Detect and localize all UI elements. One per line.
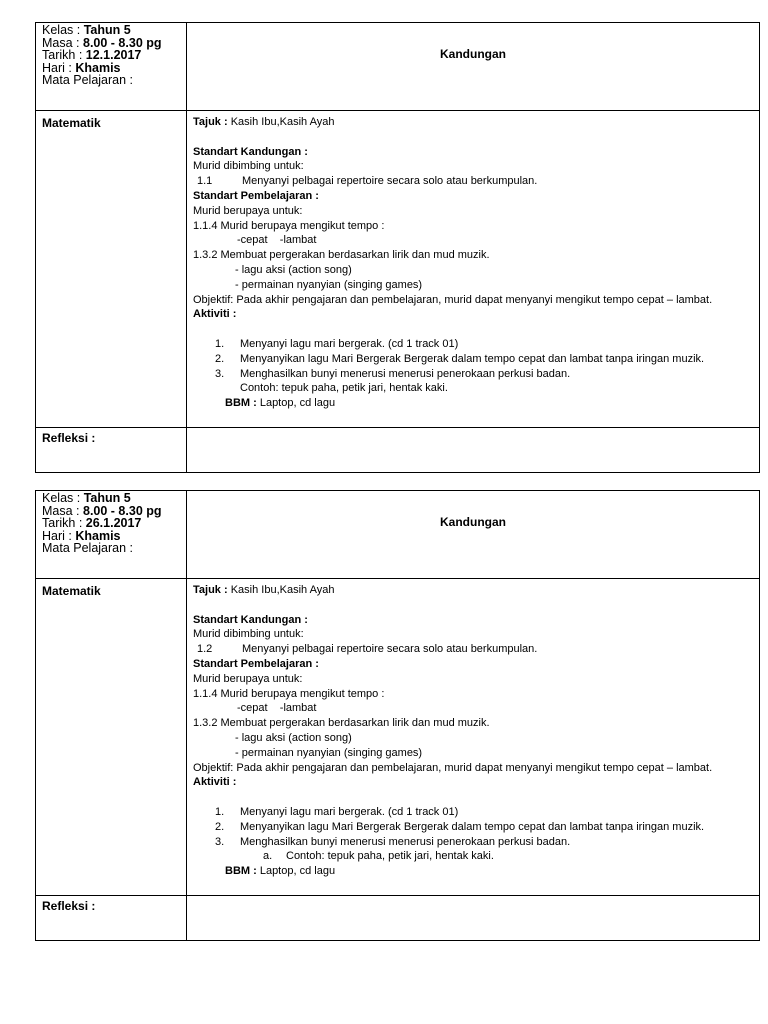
column-divider	[186, 23, 187, 472]
masa-row: Masa : 8.00 - 8.30 pg	[42, 35, 162, 50]
objektif: Objektif: Pada akhir pengajaran dan pembelajaran, murid dapat menyanyi mengikut tempo cepat – lambat.	[193, 293, 713, 306]
standart-pembelajaran-heading: Standart Pembelajaran :	[193, 657, 319, 670]
standart-pembelajaran-heading: Standart Pembelajaran :	[193, 189, 319, 202]
hari-row: Hari : Khamis	[42, 528, 121, 543]
kandungan-heading: Kandungan	[440, 47, 506, 61]
row-divider	[36, 895, 759, 896]
sp-item-2-a: - lagu aksi (action song)	[235, 263, 352, 276]
activity-list	[193, 805, 758, 849]
masa-row: Masa : 8.00 - 8.30 pg	[42, 503, 162, 518]
contoh-line: Contoh: tepuk paha, petik jari, hentak kaki.	[240, 382, 448, 395]
objektif: Objektif: Pada akhir pengajaran dan pembelajaran, murid dapat menyanyi mengikut tempo cepat – lambat.	[193, 761, 713, 774]
tarikh-row: Tarikh : 12.1.2017	[42, 48, 142, 63]
lesson-plan-table-2	[35, 490, 760, 941]
standart-kandungan-heading: Standart Kandungan :	[193, 613, 308, 626]
subject-label: Matematik	[42, 584, 101, 598]
header-info	[42, 492, 184, 555]
sp-item-1: 1.1.4 Murid berupaya mengikut tempo :	[193, 219, 385, 232]
aktiviti-heading: Aktiviti :	[193, 776, 237, 789]
sk-item: 1.1 Menyanyi pelbagai repertoire secara solo atau berkumpulan.	[197, 175, 538, 188]
header-info	[42, 24, 184, 87]
lesson-content	[193, 583, 758, 879]
sp-item-2: 1.3.2 Membuat pergerakan berdasarkan lirik dan mud muzik.	[193, 717, 490, 730]
kandungan-heading: Kandungan	[440, 515, 506, 529]
sp-item-1-options: -cepat -lambat	[237, 702, 317, 715]
list-item: 1. Menyanyi lagu mari bergerak. (cd 1 track 01)	[215, 337, 459, 350]
sp-intro: Murid berupaya untuk:	[193, 204, 303, 217]
refleksi-label: Refleksi :	[42, 431, 96, 445]
list-item: 2. Menyanyikan lagu Mari Bergerak Bergerak dalam tempo cepat dan lambat tanpa iringan muzik.	[215, 820, 705, 833]
activity-list	[193, 337, 758, 381]
mata-pelajaran-row: Mata Pelajaran :	[42, 73, 134, 88]
sk-item: 1.2 Menyanyi pelbagai repertoire secara solo atau berkumpulan.	[197, 643, 538, 656]
row-divider	[36, 578, 759, 579]
bbm-line: BBM : Laptop, cd lagu	[225, 865, 336, 878]
list-item: 3. Menghasilkan bunyi menerusi menerusi penerokaan perkusi badan.	[215, 835, 571, 848]
sp-item-1-options: -cepat -lambat	[237, 234, 317, 247]
sp-item-2-b: - permainan nyanyian (singing games)	[235, 746, 423, 759]
sp-item-2-b: - permainan nyanyian (singing games)	[235, 278, 423, 291]
bbm-line: BBM : Laptop, cd lagu	[225, 397, 336, 410]
contoh-line: a. Contoh: tepuk paha, petik jari, hentak kaki.	[263, 850, 494, 863]
lesson-content	[193, 115, 758, 411]
column-divider	[186, 491, 187, 940]
tajuk-line: Tajuk : Kasih Ibu,Kasih Ayah	[193, 116, 335, 128]
sp-item-1: 1.1.4 Murid berupaya mengikut tempo :	[193, 687, 385, 700]
sp-intro: Murid berupaya untuk:	[193, 672, 303, 685]
list-item: 3. Menghasilkan bunyi menerusi menerusi penerokaan perkusi badan.	[215, 367, 571, 380]
tarikh-row: Tarikh : 26.1.2017	[42, 516, 142, 531]
aktiviti-heading: Aktiviti :	[193, 308, 237, 321]
kelas-row: Kelas : Tahun 5	[42, 491, 131, 505]
sp-item-2-a: - lagu aksi (action song)	[235, 731, 352, 744]
row-divider	[36, 110, 759, 111]
subject-label: Matematik	[42, 116, 101, 130]
mata-pelajaran-row: Mata Pelajaran :	[42, 541, 134, 556]
kelas-row: Kelas : Tahun 5	[42, 23, 131, 37]
hari-row: Hari : Khamis	[42, 60, 121, 75]
sk-intro: Murid dibimbing untuk:	[193, 160, 304, 173]
list-item: 2. Menyanyikan lagu Mari Bergerak Bergerak dalam tempo cepat dan lambat tanpa iringan muzik.	[215, 352, 705, 365]
lesson-plan-table-1	[35, 22, 760, 473]
tajuk-line: Tajuk : Kasih Ibu,Kasih Ayah	[193, 584, 335, 596]
sp-item-2: 1.3.2 Membuat pergerakan berdasarkan lirik dan mud muzik.	[193, 249, 490, 262]
refleksi-label: Refleksi :	[42, 899, 96, 913]
list-item: 1. Menyanyi lagu mari bergerak. (cd 1 track 01)	[215, 805, 459, 818]
row-divider	[36, 427, 759, 428]
standart-kandungan-heading: Standart Kandungan :	[193, 145, 308, 158]
sk-intro: Murid dibimbing untuk:	[193, 628, 304, 641]
